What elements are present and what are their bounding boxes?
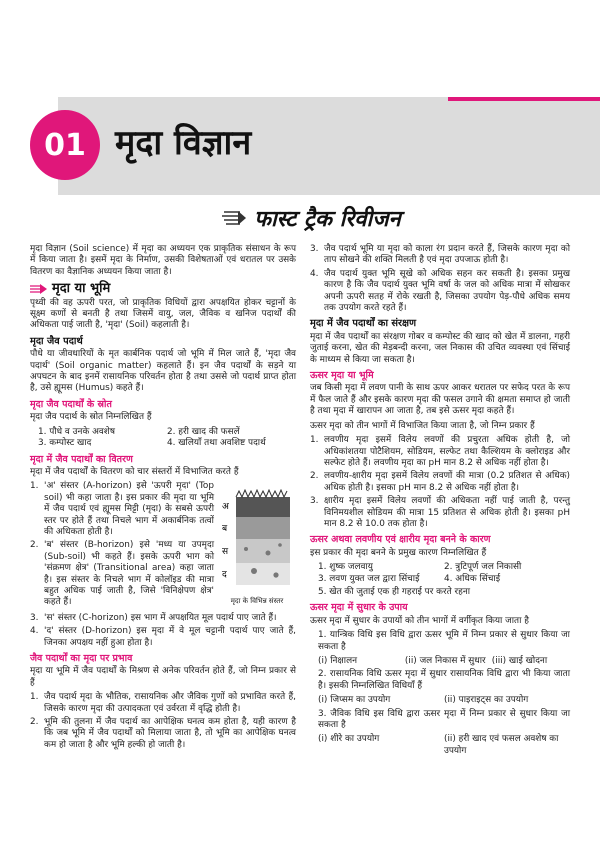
horizons-list-cont [30,613,296,649]
list-item: (i) शीरे का उपयोग [318,734,380,745]
list-item: 3. जैव पदार्थ भूमि या मृदा को काला रंग प्रदान करते हैं, जिसके कारण मृदा को ताप सोखने की शक्ति मिलती है एवं मृदा उपजाऊ होती है। [310,244,570,266]
layer-label-c: स [222,547,229,558]
header-accent-bar [448,97,600,101]
effects-list [30,692,296,751]
chapter-title: मृदा विज्ञान [115,123,252,163]
list-item: 2. भूमि की तुलना में जैव पदार्थ का आपेक्षिक घनत्व कम होता है, यही कारण है कि जब भूमि में जैव पदार्थों को मिलाया जाता है, तो भूमि का आपेक्षिक घनत्व कम हो जाता है और भूमि हल्की हो जाती है। [30,717,296,750]
soil-definition: पृथ्वी की वह ऊपरी परत, जो प्राकृतिक विधियों द्वारा अपक्षयित होकर चट्टानों के सूक्ष्म कणों से बनती है तथा जिसमें वायु, जल, जैविक व खनिज पदार्थों की अधिकता पाई जाती है, 'मृदा' (Soil) कहलाती है। [30,297,296,331]
list-item: 1. जैव पदार्थ मृदा के भौतिक, रासायनिक और जैविक गुणों को प्रभावित करते हैं, जिसके कारण मृदा की उत्पादकता एवं उर्वरता में वृद्धि होती है। [30,692,296,714]
effect-intro: मृदा या भूमि में जैव पदार्थों के मिश्रण से अनेक परिवर्तन होते हैं, जो निम्न प्रकार से हैं [30,666,296,688]
conservation-heading: मृदा में जैव पदार्थों का संरक्षण [310,318,417,330]
sources-intro: मृदा जैव पदार्थ के स्रोत निम्नलिखित हैं [30,412,152,423]
section-heading-text: मृदा या भूमि [52,281,111,297]
list-item: 2. लवणीय-क्षारीय मृदा इसमें विलेय लवणों की मात्रा (0.2 प्रतिशत से अधिक) अधिक होती है। इसका pH मान 8.2 से अधिक नहीं होता है। [310,471,570,493]
list-item: 4. खलियाँ तथा अवशिष्ट पदार्थ [167,438,266,449]
barren-text-2: ऊसर मृदा को तीन भागों में विभाजित किया जाता है, जो निम्न प्रकार हैं [310,420,535,431]
list-item: 4. 'द' संस्तर (D-horizon) इस मृदा में वे मूल चट्टानी पदार्थ पाए जाते हैं, जिनका अपक्षय नहीं हुआ होता है। [30,626,296,648]
chapter-number-badge: 01 [30,110,100,180]
list-item: 2. त्रुटिपूर्ण जल निकासी [444,562,522,573]
list-item: (ii) जल निकास में सुधार [404,656,486,666]
improve-method-2: 2. रासायनिक विधि ऊसर मृदा में सुधार रासायनिक विधि द्वारा भी किया जाता है। इसकी निम्नलिखित विधियाँ हैं [318,669,570,691]
sources-list [38,427,296,450]
list-item: 1. पौधे व उनके अवशेष [38,426,115,437]
effect-heading: जैव पदार्थों का मृदा पर प्रभाव [30,653,133,664]
section-arrow-icon [30,284,48,294]
effects-list-cont [310,244,570,314]
distribution-intro: मृदा में जैव पदार्थों के वितरण को चार संस्तरों में विभाजित करते हैं [30,466,239,477]
list-item: 4. जैव पदार्थ युक्त भूमि सूखे को अधिक सहन कर सकती है। इसका प्रमुख कारण है कि जैव पदार्थ युक्त भूमि वर्षा के जल को अधिक मात्रा में सोखकर अपनी ऊपरी सतह में रोके रखती है, जिसका उपयोग पेड़-पौधे अधिक समय तक उपयोग करते रहते हैं। [310,268,570,314]
conservation-text: मृदा में जैव पदार्थों का संरक्षण गोबर व कम्पोस्ट की खाद को खेत में डालना, गहरी जुताई करना, खेत की मेड़बन्दी करना, जल निकास की उचित व्यवस्था एवं सिंचाई के माध्यम से किया जा सकता है। [310,331,570,365]
causes-intro: इस प्रकार की मृदा बनने के प्रमुख कारण निम्नलिखित हैं [310,547,487,558]
list-item: 3. क्षारीय मृदा इसमें विलेय लवणों की अधिकता नहीं पाई जाती है, परन्तु विनिमयशील सोडियम की मात्रा 15 प्रतिशत से अधिक होती है। इसका pH मान 8.2 से 10.0 तक होता है। [310,496,570,529]
list-item: 3. कम्पोस्ट खाद [38,438,92,449]
improve-1-options [318,656,570,667]
list-item: (iii) खाई खोदना [491,656,548,666]
barren-text: जब किसी मृदा में लवण पानी के साथ ऊपर आकर धरातल पर सफेद परत के रूप में फैल जाते हैं और इसके कारण मृदा की फसल उगाने की क्षमता समाप्त हो जाती है तथा मृदा में खारापन आ जाता है, तब इसे ऊसर मृदा कहते हैं। [310,383,570,417]
list-item: 2. हरी खाद की फसलें [167,426,240,437]
list-item: (i) निक्षालन [318,656,358,666]
intro-paragraph: मृदा विज्ञान (Soil science) में मृदा का अध्ययन एक प्राकृतिक संसाधन के रूप में किया जाता है। इसमें मृदा के निर्माण, उसकी विशेषताओं एवं धरातल पर उसके वितरण का वैज्ञानिक अध्ययन किया जाता है। [30,244,296,277]
improve-intro: ऊसर मृदा में सुधार के उपायों को तीन भागों में वर्गीकृत किया जाता है [310,615,529,626]
distribution-heading: मृदा में जैव पदार्थों का वितरण [30,453,133,465]
horizons-list [30,481,214,610]
improve-method-1: 1. यान्त्रिक विधि इस विधि द्वारा ऊसर भूमि में निम्न प्रकार से सुधार किया जा सकता है [318,630,570,652]
list-item: (ii) पाइराइट्स का उपयोग [444,695,529,706]
list-item: 1. शुष्क जलवायु [318,562,373,573]
speed-arrow-icon [222,209,248,227]
causes-list [318,562,570,585]
section-heading-soil [30,281,296,297]
organic-text: पौधे या जीवधारियों के मृत कार्बनिक पदार्थ जो भूमि में मिल जाते हैं, 'मृदा जैव पदार्थ' (Soil organic matter) कहलाते हैं। इन जैव पदार्थों के सड़ने या अपघटन के बाद इनमें रासायनिक परिवर्तन होता है तथा उससे जो पदार्थ प्राप्त होता है, उसे ह्यूमस (Humus) कहते हैं। [30,349,296,394]
causes-heading: ऊसर अथवा लवणीय एवं क्षारीय मृदा बनने के कारण [310,534,491,546]
organic-heading: मृदा जैव पदार्थ [30,335,83,347]
list-item: 1. 'अ' संस्तर (A-horizon) इसे 'ऊपरी मृदा' (Top soil) भी कहा जाता है। इस प्रकार की मृदा या भूमि में जैव पदार्थ एवं ह्यूमस मिट्टी (मृदा) के सबसे ऊपरी स्तर पर होते हैं तथा निचले भाग में अकार्बनिक तत्वों की अधिकता होती है। [30,481,214,537]
cause-5: 5. खेत की जुताई एक ही गहराई पर करते रहना [318,586,471,597]
barren-heading: ऊसर मृदा या भूमि [310,370,374,382]
left-column [30,244,296,753]
barren-types-list [310,435,570,530]
list-item: (ii) हरी खाद एवं फसल अवशेष का उपयोग [444,734,559,756]
fast-track-banner [222,203,401,233]
improve-2-options [318,695,570,706]
improve-heading: ऊसर मृदा में सुधार के उपाय [310,602,408,614]
layer-label-d: द [222,570,227,581]
list-item: 3. 'स' संस्तर (C-horizon) इस भाग में अपक्षयित मूल पदार्थ पाए जाते हैं। [30,612,277,623]
soil-profile-figure [218,489,296,612]
list-item: 2. 'ब' संस्तर (B-horizon) इसे 'मध्य या उपमृदा (Sub-soil) भी कहते हैं। इसके ऊपरी भाग को 'संक्रमण क्षेत्र' (Transitional area) कहा जाता है। इस संस्तर के निचले भाग में कोलॉइड की मात्रा बहुत अधिक पाई जाती है, जिसे 'विनिक्षेपण क्षेत्र' कहते हैं। [30,540,214,608]
list-item: 4. अधिक सिंचाई [444,573,501,584]
list-item: 1. लवणीय मृदा इसमें विलेय लवणों की प्रचुरता अधिक होती है, जो अधिकांशतया पोटैशियम, सोडियम, सल्फेट तथा कैल्शियम के क्लोराइड और सल्फेट होते हैं। लवणीय मृदा का pH मान 8.2 से अधिक नहीं होता है। [310,435,570,468]
improve-method-3: 3. जैविक विधि इस विधि द्वारा ऊसर मृदा में निम्न प्रकार से सुधार किया जा सकता है [318,708,570,731]
horizons-block [30,481,296,612]
figure-caption: मृदा के विभिन्न संस्तर [230,596,284,605]
layer-label-a: अ [222,502,229,513]
list-item: 3. लवण युक्त जल द्वारा सिंचाई [318,573,420,584]
sources-heading: मृदा जैव पदार्थों के स्रोत [30,398,112,410]
right-column [310,244,570,759]
banner-title: फास्ट ट्रैक रिवीजन [254,207,401,232]
list-item: (i) जिप्सम का उपयोग [318,695,391,706]
improve-3-options [318,734,570,757]
soil-layers-illustration [218,489,296,589]
layer-label-b: ब [222,524,228,535]
